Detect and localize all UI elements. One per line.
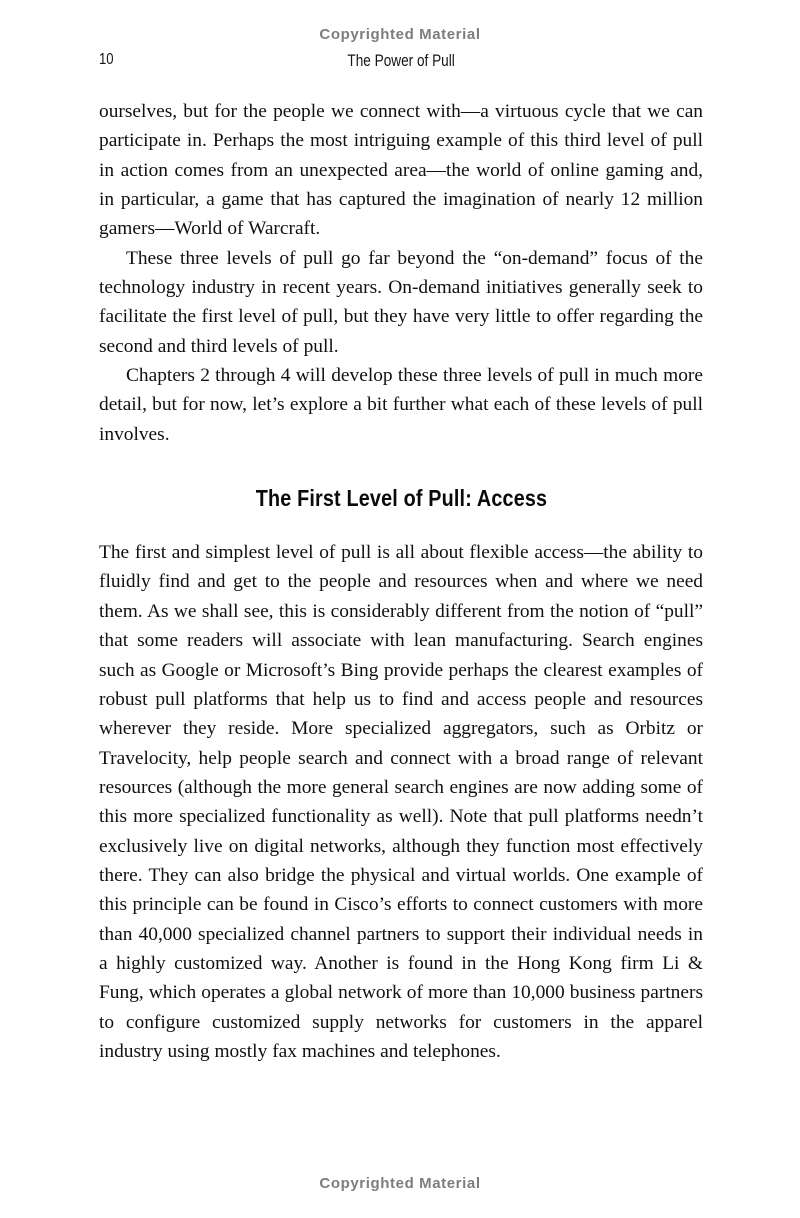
paragraph-continuation: ourselves, but for the people we connect with—a virtuous cycle that we can participate in. Perhaps the most intriguing example of this third level of pull in action comes from an unexpected area—the world of online gaming and, in particular, a game that has captured the imagination of nearly 12 million gamers—World of Warcraft. [99,101,703,240]
body-text-column [99,97,703,1066]
copyright-watermark-bottom: Copyrighted Material [319,1175,481,1192]
section-heading-text: The First Level of Pull: Access [255,485,547,512]
copyright-watermark-top: Copyrighted Material [319,26,481,43]
running-title [99,51,703,71]
paragraph-first-level-access: The first and simplest level of pull is all about flexible access—the ability to fluidly find and get to the people and resources when and where we need them. As we shall see, this is considerably different from the notion of “pull” that some readers will associate with lean manufacturing. Search engines such as Google or Microsoft’s Bing provide perhaps the clearest examples of robust pull platforms that help us to find and access people and resources wherever they reside. More specialized aggregators, such as Orbitz or Travelocity, help people search and connect with a broad range of relevant resources (although the more general search engines are now adding some of this more specialized functionality as well). Note that pull platforms needn’t exclusively live on digital networks, although they function most effectively there. They can also bridge the physical and virtual worlds. One example of this principle can be found in Cisco’s efforts to connect customers with more than 40,000 specialized channel partners to support their individual needs in a highly customized way. Another is found in the Hong Kong firm Li & Fung, which operates a global network of more than 10,000 business partners to configure customized supply networks for customers in the apparel industry using mostly fax machines and telephones. [99,542,703,1062]
running-head [99,51,703,75]
heading-spacer-top [99,449,703,485]
running-title-text: The Power of Pull [347,51,455,70]
paragraph-levels-of-pull: These three levels of pull go far beyond the “on-demand” focus of the technology industry in recent years. On-demand initiatives generally seek to facilitate the first level of pull, but they have very little to offer regarding the second and third levels of pull. [99,247,703,357]
section-heading [99,485,703,512]
heading-spacer-bottom [99,512,703,538]
paragraph-chapters: Chapters 2 through 4 will develop these three levels of pull in much more detail, but for now, let’s explore a bit further what each of these levels of pull involves. [99,365,703,445]
page-number: 10 [99,51,114,68]
